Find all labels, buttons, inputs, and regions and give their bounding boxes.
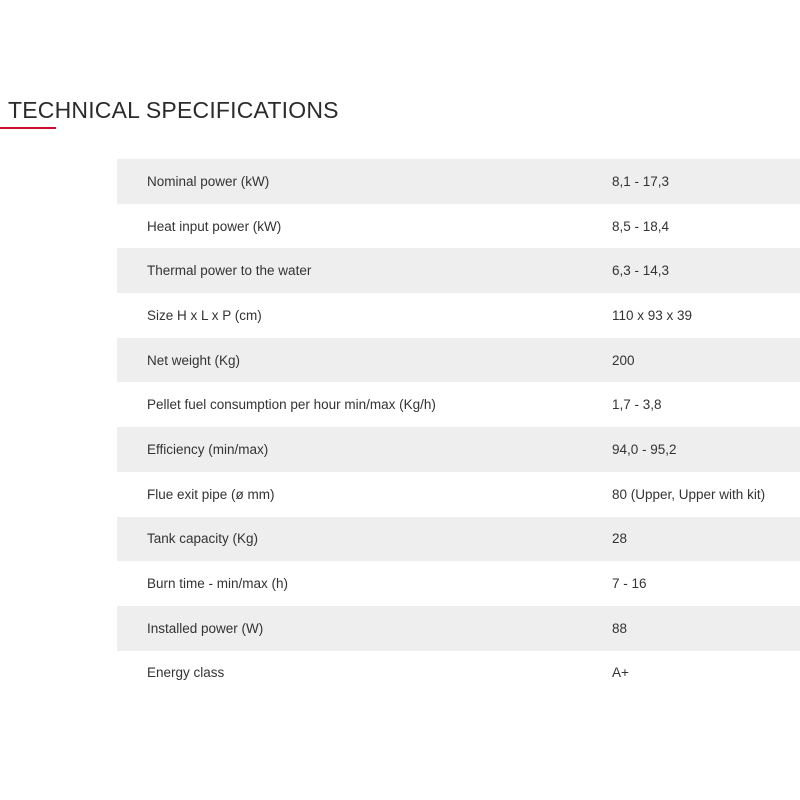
spec-value: 1,7 - 3,8 — [612, 382, 800, 427]
spec-label: Flue exit pipe (ø mm) — [117, 472, 612, 517]
heading-accent-underline — [0, 127, 56, 129]
table-row — [117, 517, 800, 562]
table-row — [117, 248, 800, 293]
table-row — [117, 472, 800, 517]
section-heading — [0, 96, 339, 124]
spec-value: A+ — [612, 651, 800, 696]
spec-label: Net weight (Kg) — [117, 338, 612, 383]
spec-label: Thermal power to the water — [117, 248, 612, 293]
page-title: TECHNICAL SPECIFICATIONS — [8, 97, 339, 123]
spec-value: 110 x 93 x 39 — [612, 293, 800, 338]
spec-value: 8,1 - 17,3 — [612, 159, 800, 204]
spec-label: Efficiency (min/max) — [117, 427, 612, 472]
table-row — [117, 427, 800, 472]
spec-label: Energy class — [117, 651, 612, 696]
spec-value: 28 — [612, 517, 800, 562]
spec-value: 6,3 - 14,3 — [612, 248, 800, 293]
table-row — [117, 159, 800, 204]
table-row — [117, 293, 800, 338]
spec-label: Nominal power (kW) — [117, 159, 612, 204]
spec-label: Burn time - min/max (h) — [117, 561, 612, 606]
spec-label: Tank capacity (Kg) — [117, 517, 612, 562]
table-row — [117, 561, 800, 606]
table-row — [117, 338, 800, 383]
spec-label: Size H x L x P (cm) — [117, 293, 612, 338]
spec-value: 94,0 - 95,2 — [612, 427, 800, 472]
spec-value: 80 (Upper, Upper with kit) — [612, 472, 800, 517]
table-row — [117, 382, 800, 427]
spec-value: 88 — [612, 606, 800, 651]
spec-label: Heat input power (kW) — [117, 204, 612, 249]
table-row — [117, 606, 800, 651]
table-row — [117, 651, 800, 696]
spec-value: 7 - 16 — [612, 561, 800, 606]
specifications-table — [117, 159, 800, 695]
spec-value: 8,5 - 18,4 — [612, 204, 800, 249]
spec-value: 200 — [612, 338, 800, 383]
spec-label: Pellet fuel consumption per hour min/max (Kg/h) — [117, 382, 612, 427]
spec-label: Installed power (W) — [117, 606, 612, 651]
table-row — [117, 204, 800, 249]
